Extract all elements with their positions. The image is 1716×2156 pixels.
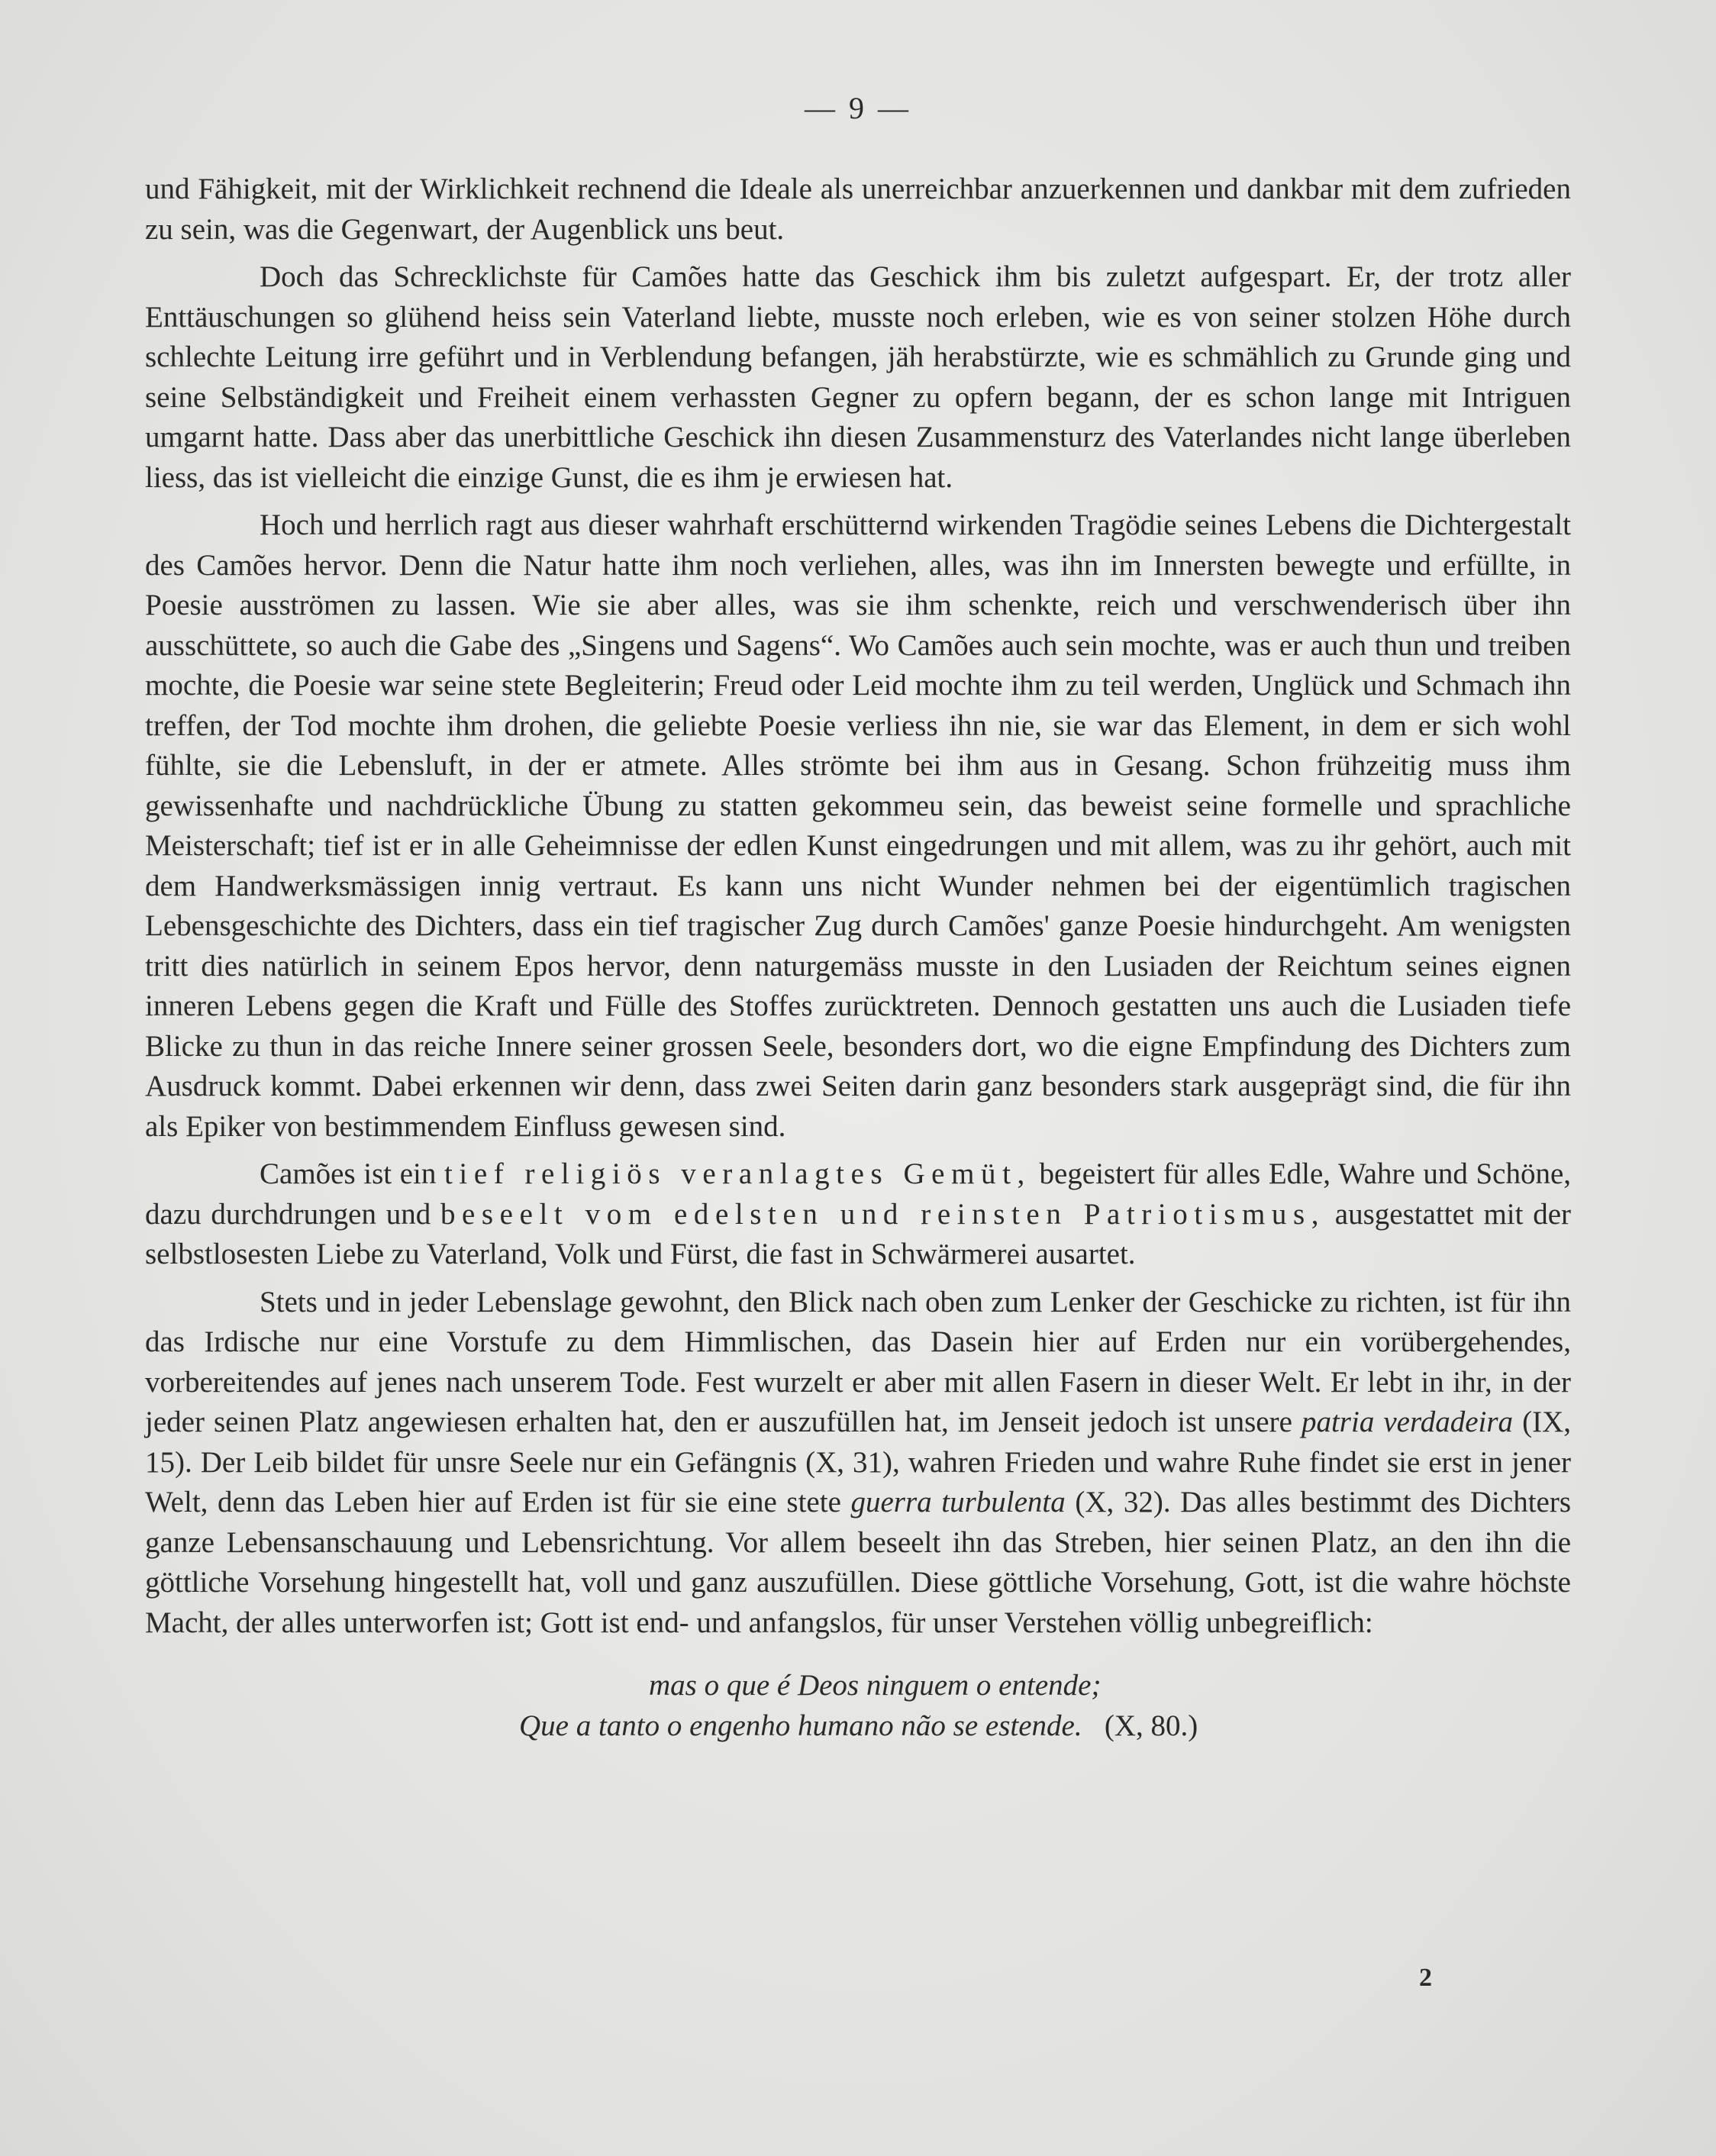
paragraph-4-text-e: ausgestattet mit der selbstlosesten Liebe zu Vaterland, Volk und Fürst, die fast in Schwärmerei ausartet. <box>145 1197 1572 1270</box>
paragraph-5-text-a: Stets und in jeder Lebenslage gewohnt, den Blick nach oben zum Lenker der Geschicke zu richten, ist für ihn das Irdische nur eine Vorstufe zu dem Himmlischen, das Dasein hier auf Erden nur ein vorübergehendes, vorbereitendes auf jenes nach unserem Tode. Fest wurzelt er aber mit allen Fasern in dieser Welt. Er lebt in ihr, in der jeder seinen Platz angewiesen erhalten hat, den er auszufüllen hat, im Jenseit jedoch ist unsere <box>145 1285 1571 1438</box>
paragraph-3: Hoch und herrlich ragt aus dieser wahrhaft erschütternd wirkenden Tragödie seines Lebens die Dichtergestalt des Camões hervor. Denn die Natur hatte ihm noch verliehen, alles, was ihn im Innersten bewegte und erfüllte, in Poesie ausströmen zu lassen. Wie sie aber alles, was sie ihm schenkte, reich und verschwenderisch über ihn ausschüttete, so auch die Gabe des „Singens und Sagens“. Wo Camões auch sein mochte, was er auch thun und treiben mochte, die Poesie war seine stete Begleiterin; Freud oder Leid mochte ihm zu teil werden, Unglück und Schmach ihn treffen, der Tod mochte ihm drohen, die geliebte Poesie verliess ihn nie, sie war das Element, in dem er sich wohl fühlte, sie die Lebensluft, in der er atmete. Alles strömte bei ihm aus in Gesang. Schon frühzeitig muss ihm gewissenhafte und nachdrückliche Übung zu statten gekommeu sein, das beweist seine formelle und sprachliche Meisterschaft; tief ist er in alle Geheimnisse der edlen Kunst eingedrungen und mit allem, was zu ihr gehört, auch mit dem Handwerksmässigen innig vertraut. Es kann uns nicht Wunder nehmen bei der eigentümlich tragischen Lebensgeschichte des Dichters, dass ein tief tragischer Zug durch Camões' ganze Poesie hindurchgeht. Am wenigsten tritt dies natürlich in seinem Epos hervor, denn naturgemäss musste in den Lusiaden der Reichtum seines eignen inneren Lebens gegen die Kraft und Fülle des Stoffes zurücktreten. Dennoch gestatten uns auch die Lusiaden tiefe Blicke zu thun in das reiche Innere seiner grossen Seele, besonders dort, wo die eigne Empfindung des Dichters zum Ausdruck kommt. Dabei erkennen wir denn, dass zwei Seiten darin ganz besonders stark ausgeprägt sind, die für ihn als Epiker von bestimmendem Einfluss gewesen sind. <box>145 508 1571 1143</box>
verse-reference: (X, 80.) <box>1104 1709 1198 1742</box>
italic-patria-verdadeira: patria verdadeira <box>1301 1406 1514 1438</box>
page-number: — 9 — <box>805 91 911 125</box>
paragraph-2: Doch das Schrecklichste für Camões hatte das Geschick ihm bis zuletzt aufgespart. Er, der trotz aller Enttäuschungen so glühend heiss sein Vaterland liebte, musste noch erleben, wie es von seiner stolzen Höhe durch schlechte Leitung irre geführt und in Verblendung befangen, jäh herabstürzte, wie es schmählich zu Grunde ging und seine Selbständigkeit und Freiheit einem verhassten Gegner zu opfern begann, der es schon lange mit Intriguen umgarnt hatte. Dass aber das unerbittliche Geschick ihn diesen Zusammensturz des Vaterlandes nicht lange überleben liess, das ist vielleicht die einzige Gunst, die es ihm je erwiesen hat. <box>145 260 1571 494</box>
verse-line-2 <box>145 1706 1571 1747</box>
verse-line-1: mas o que é Deos ninguem o entende; <box>649 1669 1102 1702</box>
paragraph-5 <box>145 1283 1571 1644</box>
paragraph-5-text-c: (IX, 15). Der Leib bildet für unsre Seele nur ein Gefängnis (X, 31), wahren Frieden und wahre Ruhe findet sie erst in jener Welt, denn das Leben hier auf Erden ist für sie eine stete <box>145 1406 1571 1519</box>
signature-mark: 2 <box>1419 1964 1432 1992</box>
italic-guerra-turbulenta: guerra turbulenta <box>850 1486 1066 1519</box>
body-text <box>145 169 1571 1746</box>
paragraph-4 <box>145 1154 1571 1275</box>
paragraph-4-text-c: begeistert für alles Edle, Wahre und Schöne, dazu durchdrungen und <box>145 1157 1572 1231</box>
verse-quote <box>145 1666 1571 1746</box>
paragraph-1: und Fähigkeit, mit der Wirklichkeit rechnend die Ideale als unerreichbar anzuerkennen und dankbar mit dem zufrieden zu sein, was die Gegenwart, der Augenblick uns beut. <box>145 173 1571 246</box>
verse-line-2-text: Que a tanto o engenho humano não se estende. <box>519 1709 1082 1742</box>
paragraph-5-text-e: (X, 32). Das alles bestimmt des Dichters ganze Lebensanschauung und Lebensrichtung. Vor allem beseelt ihn das Streben, hier seinen Platz, an den ihn die göttliche Vorsehung hingestellt hat, voll und ganz auszufüllen. Diese göttliche Vorsehung, Gott, ist die wahre höchste Macht, der alles unterworfen ist; Gott ist end- und anfangslos, für unser Verstehen völlig unbegreiflich: <box>145 1486 1572 1639</box>
paragraph-4-text-a: Camões ist ein <box>260 1157 437 1190</box>
emphasis-religious: tief religiös veranlagtes Gemüt, <box>444 1157 1031 1190</box>
emphasis-patriotism: beseelt vom edelsten und reinsten Patriotismus, <box>440 1197 1326 1231</box>
